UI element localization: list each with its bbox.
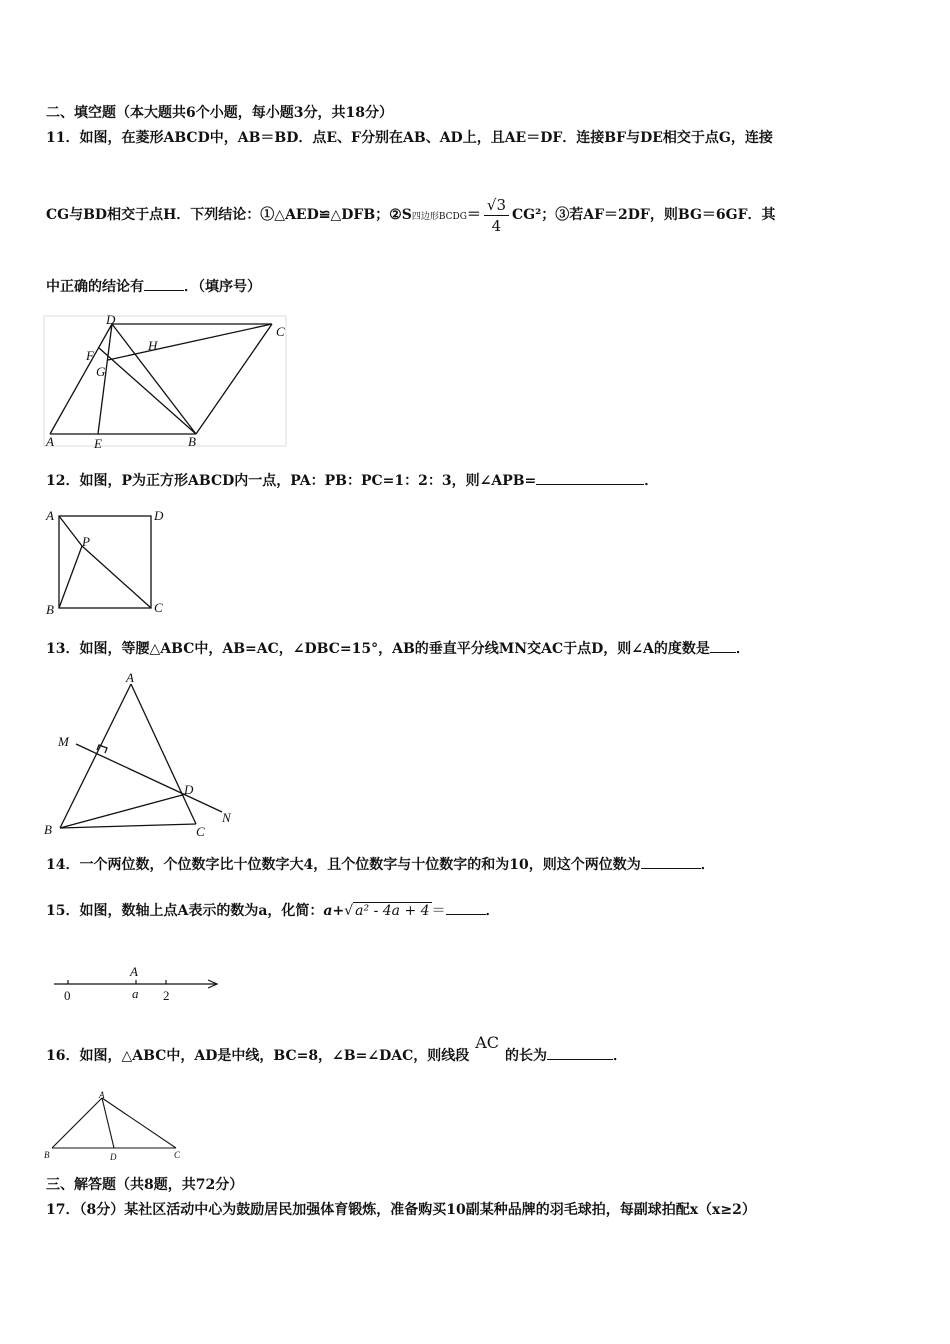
line-MN <box>76 744 222 812</box>
label-G: G <box>96 364 106 379</box>
label-A: A <box>126 670 134 685</box>
segment-PC <box>82 546 151 608</box>
q15-expr-eq: ＝ <box>431 903 446 919</box>
label-A: A <box>99 1090 105 1100</box>
square-ABCD <box>59 516 151 608</box>
segment-DE <box>98 324 112 434</box>
label-D: D <box>106 312 116 327</box>
label-D: D <box>110 1152 117 1162</box>
label-C: C <box>196 824 205 839</box>
segment-AD <box>50 324 112 434</box>
q12-square-figure <box>40 504 170 616</box>
label-D: D <box>184 782 194 797</box>
q11-line2 <box>46 193 776 239</box>
q15-end: ． <box>485 903 500 919</box>
q11-line2-a: CG与BD相交于点H．下列结论：①△AED≌△DFB；②S <box>46 207 412 223</box>
label-C: C <box>174 1150 181 1160</box>
q16-triangle-figure <box>40 1086 190 1162</box>
q16-answer-blank[interactable] <box>547 1047 613 1060</box>
q13-answer-blank[interactable] <box>710 640 736 653</box>
segment-BF <box>99 348 196 434</box>
section-2-title: 二、填空题（本大题共6个小题，每小题3分，共18分） <box>46 105 393 121</box>
label-P: P <box>82 534 90 549</box>
q11-line1: 11．如图，在菱形ABCD中，AB＝BD．点E、F分别在AB、AD上，且AE＝DF．连接BF与DE相交于点G，连接 <box>46 130 773 146</box>
q16-ac: AC <box>475 1033 500 1052</box>
label-F: F <box>86 348 94 363</box>
q17-text: 17．（8分）某社区活动中心为鼓励居民加强体育锻炼，准备购买10副某种品牌的羽毛球拍，每副球拍配x（x≥2） <box>46 1202 756 1218</box>
segment-CB <box>196 324 272 434</box>
q11-subscript: 四边形BCDG <box>411 212 467 222</box>
q11-frac-num: √3 <box>484 195 509 216</box>
q12-end: ． <box>644 473 659 489</box>
q15-sqrt: √ a² - 4a + 4 <box>344 903 430 919</box>
q11-equals: ＝ <box>466 207 481 223</box>
label-a: a <box>132 986 139 1001</box>
segment-AC <box>102 1098 176 1148</box>
q15-number-line <box>40 960 230 1006</box>
label-A: A <box>46 434 54 449</box>
q13-text <box>46 640 750 658</box>
q14-end: ． <box>700 857 715 873</box>
segment-GC <box>108 324 272 360</box>
label-E: E <box>94 436 102 451</box>
q15-expr-plus: + <box>332 903 345 919</box>
label-zero: 0 <box>64 988 71 1003</box>
q11-line3-text: 中正确的结论有 <box>46 279 144 295</box>
segment-AC <box>131 684 196 824</box>
q11-answer-blank[interactable] <box>144 278 184 291</box>
q15-text <box>46 902 500 920</box>
segment-AB <box>52 1098 102 1148</box>
q15-answer-blank[interactable] <box>446 902 486 915</box>
label-H: H <box>148 338 158 353</box>
segment-PB <box>59 546 82 608</box>
q11-fraction <box>484 195 509 236</box>
label-C: C <box>154 600 163 615</box>
q16-text2: 的长为 <box>505 1048 548 1064</box>
label-B: B <box>44 822 52 837</box>
q12-answer-blank[interactable] <box>536 472 644 485</box>
label-B: B <box>46 602 54 617</box>
q11-line3-end: ．（填序号） <box>184 279 261 295</box>
label-two: 2 <box>163 988 170 1003</box>
segment-BD <box>60 794 186 828</box>
q16-text <box>46 1033 628 1065</box>
q11-frac-den: 4 <box>491 216 502 235</box>
segment-PA <box>59 516 82 546</box>
q13-triangle-figure <box>40 670 250 842</box>
label-C: C <box>276 324 285 339</box>
q16-question: 16．如图，△ABC中，AD是中线，BC=8，∠B=∠DAC，则线段 <box>46 1048 470 1064</box>
label-M: M <box>58 734 69 749</box>
q13-question: 13．如图，等腰△ABC中，AB=AC，∠DBC=15°，AB的垂直平分线MN交AC于点D，则∠A的度数是 <box>46 641 710 657</box>
section-3-title: 三、解答题（共8题，共72分） <box>46 1177 244 1193</box>
q14-answer-blank[interactable] <box>641 856 701 869</box>
q14-text <box>46 856 715 874</box>
q12-text <box>46 472 658 490</box>
label-B: B <box>188 434 196 449</box>
q15-question: 15．如图，数轴上点A表示的数为a，化简： <box>46 903 324 919</box>
segment-BC <box>60 824 196 828</box>
label-N: N <box>222 810 231 825</box>
q14-question: 14．一个两位数，个位数字比十位数字大4，且个位数字与十位数字的和为10，则这个两位数为 <box>46 857 641 873</box>
label-A: A <box>46 508 54 523</box>
label-D: D <box>154 508 164 523</box>
q15-radicand: a² - 4a + 4 <box>355 903 430 919</box>
q11-line2-b: CG²；③若AF＝2DF，则BG＝6GF．其 <box>512 207 776 223</box>
q16-end: ． <box>613 1048 628 1064</box>
label-A: A <box>130 964 138 979</box>
q12-question: 12．如图，P为正方形ABCD内一点，PA：PB：PC=1：2：3，则∠APB= <box>46 473 537 489</box>
q13-end: ． <box>735 641 750 657</box>
segment-AB <box>60 684 131 828</box>
q11-rhombus-figure <box>40 312 300 452</box>
q15-expr-a: a <box>323 903 333 919</box>
q11-line3 <box>46 278 261 296</box>
label-B: B <box>44 1150 50 1160</box>
